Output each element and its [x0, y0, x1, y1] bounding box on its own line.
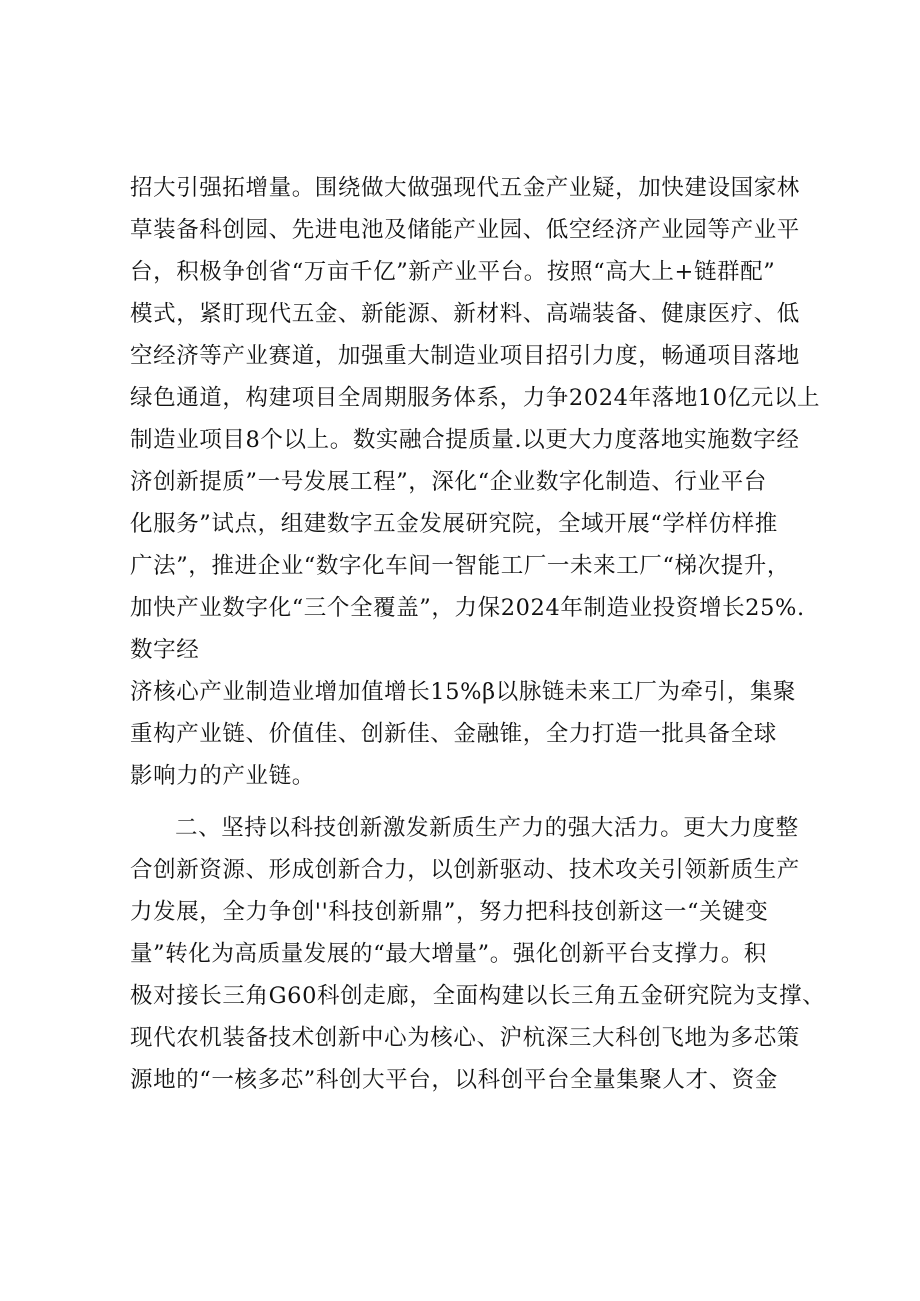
paragraph-line: 济创新提质”一号发展工程”，深化“企业数字化制造、行业平台: [130, 469, 767, 495]
paragraph-line: 绿色通道，构建项目全周期服务体系，力争2024年落地10亿元以上: [130, 385, 821, 411]
paragraph-line: 极对接长三角G60科创走廊，全面构建以长三角五金研究院为支撑、: [130, 983, 826, 1009]
paragraph-line: 数字经: [130, 637, 200, 663]
paragraph-line: 制造业项目8个以上。数实融合提质量.以更大力度落地实施数字经: [130, 427, 800, 453]
paragraph-line: 广法”，推进企业“数字化车间一智能工厂一未来工厂“梯次提升，: [130, 553, 791, 579]
paragraph-line: 现代农机装备技术创新中心为核心、沪杭深三大科创飞地为多芯策: [130, 1025, 800, 1051]
paragraph-line: 化服务”试点，组建数字五金发展研究院，全域开展“学样仿样推: [130, 511, 778, 537]
paragraph-line: 影响力的产业链。: [130, 763, 315, 789]
section-heading-line: 二、坚持以科技创新激发新质生产力的强大活力。更大力度整: [175, 815, 799, 841]
paragraph-line: 模式，紧盯现代五金、新能源、新材料、高端装备、健康医疗、低: [130, 301, 800, 327]
paragraph-line: 加快产业数字化“三个全覆盖”，力保2024年制造业投资增长25%.: [130, 595, 805, 621]
paragraph-line: 空经济等产业赛道，加强重大制造业项目招引力度，畅通项目落地: [130, 343, 800, 369]
paragraph-line: 量”转化为高质量发展的“最大增量”。强化创新平台支撑力。积: [130, 941, 767, 967]
paragraph-line: 招大引强拓增量。围绕做大做强现代五金产业疑，加快建设国家林: [130, 175, 800, 201]
paragraph-line: 草装备科创园、先进电池及储能产业园、低空经济产业园等产业平: [130, 217, 800, 243]
paragraph-line: 重构产业链、价值佳、创新佳、金融锥，全力打造一批具备全球: [130, 721, 777, 747]
paragraph-line: 合创新资源、形成创新合力，以创新驱动、技术攻关引领新质生产: [130, 857, 800, 883]
paragraph-line: 台，积极争创省“万亩千亿”新产业平台。按照“高大上+链群配”: [130, 259, 776, 285]
paragraph-line: 力发展，全力争创''科技创新鼎”，努力把科技创新这一“关键变: [130, 899, 769, 925]
paragraph-line: 济核心产业制造业增加值增长15%β以脉链未来工厂为牵引，集聚: [130, 679, 797, 705]
paragraph-line: 源地的“一核多芯”科创大平台，以科创平台全量集聚人才、资金: [130, 1067, 778, 1093]
